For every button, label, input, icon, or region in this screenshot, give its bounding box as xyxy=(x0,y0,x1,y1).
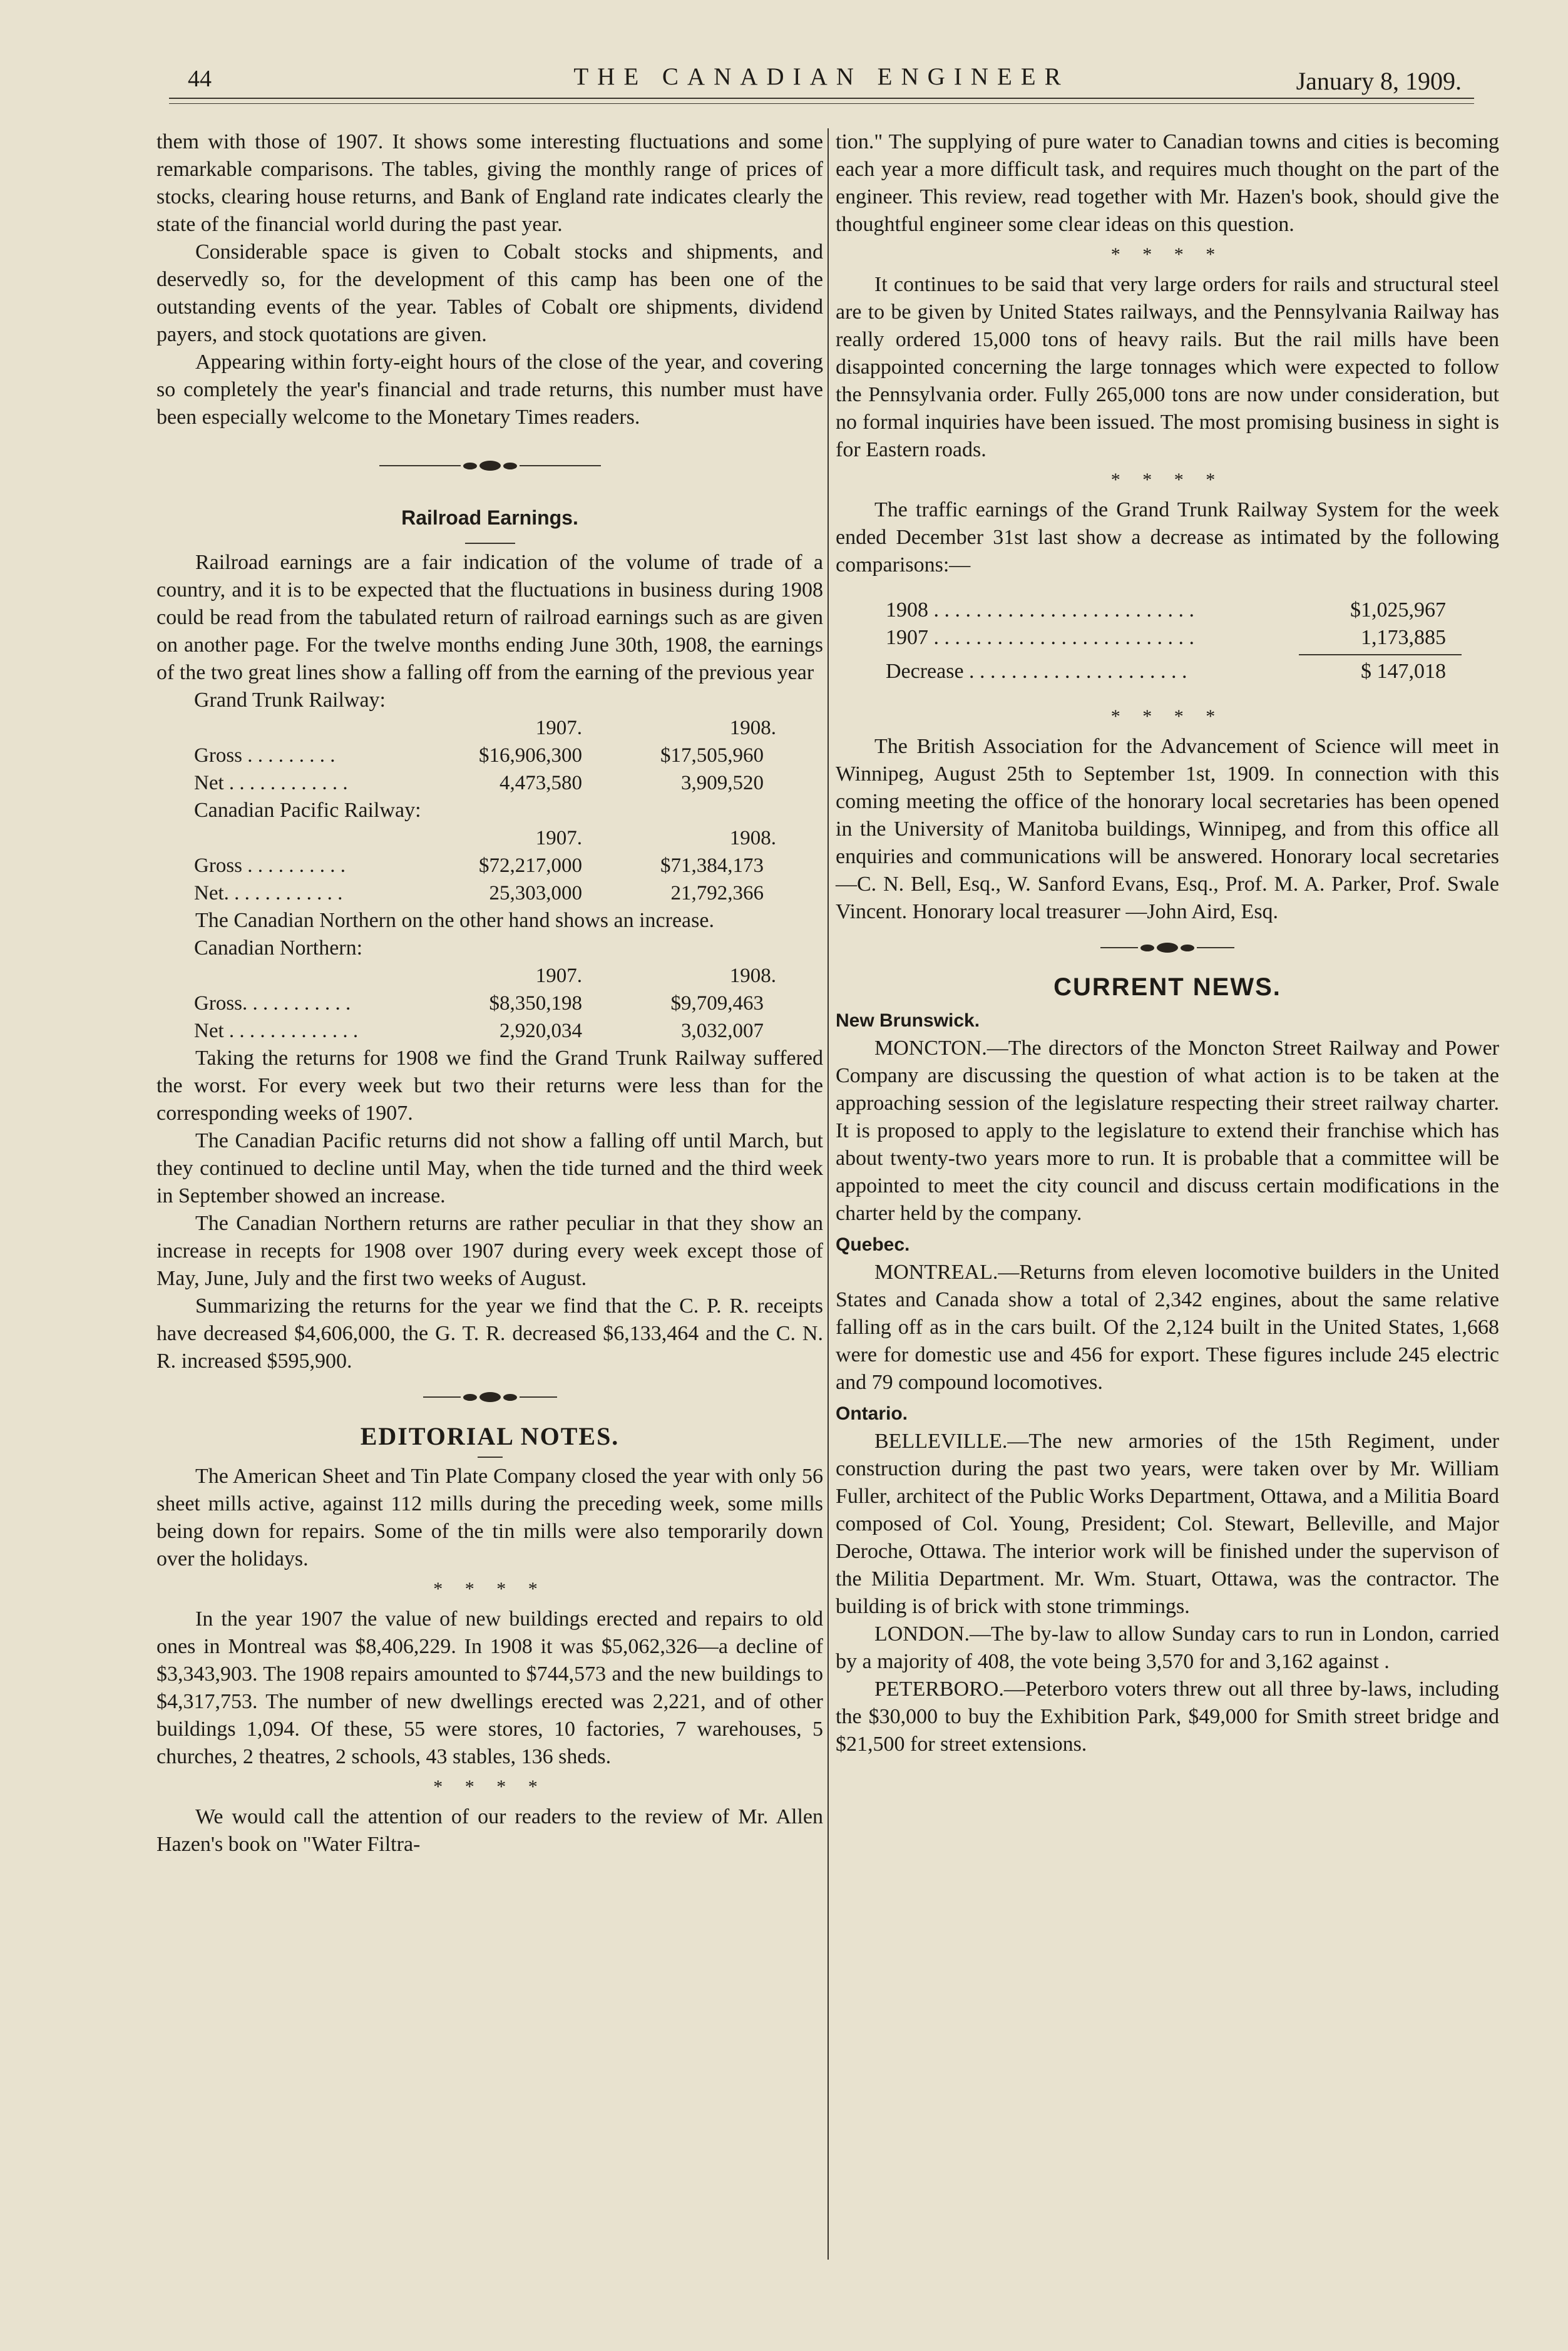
table-row xyxy=(156,769,823,797)
paragraph: We would call the attention of our readers to the review of Mr. Allen Hazen's book on "Water Filtra- xyxy=(156,1805,823,1856)
year-label: 1908. xyxy=(729,717,776,739)
table-header-row xyxy=(156,714,823,742)
paragraph: The Canadian Northern returns are rather peculiar in that they show an increase in recepts for 1908 over 1907 during every week except those of May, June, July and the first two weeks of August. xyxy=(156,1212,823,1290)
paragraph: Taking the returns for 1908 we find the Grand Trunk Railway suffered the worst. For every week but two their returns were less than for the corresponding weeks of 1907. xyxy=(156,1047,823,1125)
cell: 25,303,000 xyxy=(489,882,582,904)
row-label: Net . . . . . . . . . . . . . xyxy=(194,1020,359,1042)
year-label: 1907. xyxy=(535,965,582,987)
row-label: Net. . . . . . . . . . . . xyxy=(194,882,343,904)
right-column xyxy=(836,128,1499,1758)
table-row xyxy=(156,990,823,1017)
separator-stars: * * * * xyxy=(1110,244,1224,265)
header-rule xyxy=(169,98,1474,99)
cell: 3,032,007 xyxy=(681,1020,764,1042)
row-label: Decrease . . . . . . . . . . . . . . . . . . . . . xyxy=(886,660,1187,683)
section-ornament xyxy=(836,926,1499,970)
paragraph: It continues to be said that very large orders for rails and structural steel are to be given by United States railways, and the Pennsylvania Railway has really ordered 15,000 tons of heavy rails. But the rail mills have been disappointed concerning the large tonnages which were expected to follow the Pennsylvania order. Fully 265,000 tons are now under consideration, but no formal inquiries have been issued. The most promising business in sight is for Eastern roads. xyxy=(836,273,1499,461)
table-title: Canadian Northern: xyxy=(194,936,363,960)
heading-rule xyxy=(465,543,515,544)
cell: $72,217,000 xyxy=(479,854,582,877)
region-heading: Quebec. xyxy=(836,1234,910,1255)
cell: $ 147,018 xyxy=(1361,660,1446,683)
issue-date: January 8, 1909. xyxy=(1296,67,1462,95)
table-title: Grand Trunk Railway: xyxy=(194,689,386,712)
row-label: 1907 . . . . . . . . . . . . . . . . . . . . . . . . . xyxy=(886,626,1194,649)
column-divider xyxy=(828,128,829,2260)
header-rule-thin xyxy=(169,103,1474,104)
paragraph: Considerable space is given to Cobalt stocks and shipments, and deservedly so, for the development of this camp has been one of the outstanding events of the year. Tables of Cobalt ore shipments, dividend payers, and stock quotations are given. xyxy=(156,240,823,346)
section-ornament xyxy=(156,431,823,500)
cell: 4,473,580 xyxy=(500,772,582,794)
cell: 1,173,885 xyxy=(1361,626,1446,649)
page-number: 44 xyxy=(188,66,212,92)
paragraph: PETERBORO.—Peterboro voters threw out all three by-laws, including the $30,000 to buy the Exhibition Park, $49,000 for Smith street bridge and $21,500 for street extensions. xyxy=(836,1677,1499,1756)
table-row xyxy=(156,742,823,769)
page-header xyxy=(169,58,1474,95)
region-heading: Ontario. xyxy=(836,1403,908,1424)
comparison-row xyxy=(836,658,1499,685)
section-heading-editorial: EDITORIAL NOTES. xyxy=(360,1422,620,1450)
paragraph: MONTREAL.—Returns from eleven locomotive builders in the United States and Canada show a total of 2,342 engines, about the same relative falling off as in the cars built. Of the 2,124 built in the United States, 1,668 were for domestic use and 456 for export. These figures include 245 electric and 79 compound locomotives. xyxy=(836,1261,1499,1394)
paragraph: LONDON.—The by-law to allow Sunday cars to run in London, carried by a majority of 408, the vote being 3,570 for and 3,162 against . xyxy=(836,1622,1499,1673)
heading-rule xyxy=(478,1457,503,1458)
paragraph: them with those of 1907. It shows some interesting fluctuations and some remarkable comparisons. The tables, giving the monthly range of prices of stocks, clearing house returns, and Bank of England rate indicates clearly the state of the financial world during the past year. xyxy=(156,130,823,236)
section-ornament xyxy=(156,1375,823,1419)
cell: $17,505,960 xyxy=(660,744,764,767)
table-row xyxy=(156,852,823,879)
left-column xyxy=(156,128,823,1858)
cell: 2,920,034 xyxy=(500,1020,582,1042)
paragraph: The Canadian Pacific returns did not show a falling off until March, but they continued to decline until May, when the tide turned and the third week in September showed an increase. xyxy=(156,1129,823,1207)
separator-stars: * * * * xyxy=(1110,706,1224,727)
row-label: Gross . . . . . . . . . xyxy=(194,744,336,767)
table-row xyxy=(156,1017,823,1045)
paragraph: tion." The supplying of pure water to Canadian towns and cities is becoming each year a more difficult task, and requires much thought on the part of the engineer. This review, read together with Mr. Hazen's book, should give the thoughtful engineer some clear ideas on this question. xyxy=(836,130,1499,236)
table-row xyxy=(156,879,823,907)
cell: $1,025,967 xyxy=(1350,598,1446,622)
paragraph: MONCTON.—The directors of the Moncton Street Railway and Power Company are discussing the question of what action is to be taken at the approaching session of the legislature respecting their street railway charter. It is proposed to apply to the legislature to extend their franchise which has about twenty-two years more to run. It is probable that a committee will be appointed to meet the city council and discuss certain modifications in the charter held by the company. xyxy=(836,1037,1499,1225)
cell: $8,350,198 xyxy=(489,992,582,1015)
region-heading: New Brunswick. xyxy=(836,1010,980,1031)
paragraph: Summarizing the returns for the year we find that the C. P. R. receipts have decreased $4,606,000, the G. T. R. decreased $6,133,464 and the C. N. R. increased $595,900. xyxy=(156,1294,823,1373)
separator-stars: * * * * xyxy=(433,1776,546,1797)
year-label: 1907. xyxy=(535,717,582,739)
paragraph: The British Association for the Advancement of Science will meet in Winnipeg, August 25th to September 1st, 1909. In connection with this coming meeting the office of the honorary local secretaries has been opened in the University of Manitoba buildings, Winnipeg, and from this office all enquiries and communications will be answered. Honorary local secretaries—C. N. Bell, Esq., W. Sanford Evans, Esq., Prof. M. A. Parker, Prof. Swale Vincent. Honorary local treasurer —John Aird, Esq. xyxy=(836,735,1499,923)
cell: 21,792,366 xyxy=(670,882,764,904)
row-label: Gross . . . . . . . . . . xyxy=(194,854,346,877)
paragraph: Railroad earnings are a fair indication of the volume of trade of a country, and it is to be expected that the fluctuations in business during 1908 could be read from the tabulated return of railroad earnings such as are given on another page. For the twelve months ending June 30th, 1908, the earnings of the two great lines show a falling off from the earning of the previous year xyxy=(156,551,823,684)
table-header-row xyxy=(156,962,823,990)
row-label: Net . . . . . . . . . . . . xyxy=(194,772,348,794)
paragraph: The American Sheet and Tin Plate Company closed the year with only 56 sheet mills active, against 112 mills during the preceding week, some mills being down for repairs. Some of the tin mills were also temporarily down over the holidays. xyxy=(156,1465,823,1570)
sum-rule xyxy=(1299,654,1462,655)
cell: $71,384,173 xyxy=(660,854,764,877)
comparison-row xyxy=(836,597,1499,624)
paragraph: Appearing within forty-eight hours of the close of the year, and covering so completely the year's financial and trade returns, this number must have been especially welcome to the Monetary Times readers. xyxy=(156,351,823,429)
separator-stars: * * * * xyxy=(433,1579,546,1599)
paragraph: The Canadian Northern on the other hand shows an increase. xyxy=(195,909,714,932)
paragraph: In the year 1907 the value of new buildings erected and repairs to old ones in Montreal was $8,406,229. In 1908 it was $5,062,326—a decline of $3,343,903. The 1908 repairs amounted to $744,573 and the new buildings to $4,317,753. The number of new dwellings erected was 2,221, and of other buildings 1,094. Of these, 55 were stores, 10 factories, 7 warehouses, 5 churches, 2 theatres, 2 schools, 43 stables, 136 sheds. xyxy=(156,1607,823,1768)
cell: 3,909,520 xyxy=(681,772,764,794)
section-heading-news: CURRENT NEWS. xyxy=(1053,973,1281,1001)
comparison-row xyxy=(836,624,1499,652)
section-heading-railroad: Railroad Earnings. xyxy=(401,506,578,529)
row-label: 1908 . . . . . . . . . . . . . . . . . . . . . . . . . xyxy=(886,598,1194,622)
cell: $9,709,463 xyxy=(670,992,764,1015)
row-label: Gross. . . . . . . . . . . xyxy=(194,992,351,1015)
year-label: 1908. xyxy=(729,965,776,987)
separator-stars: * * * * xyxy=(1110,469,1224,490)
cell: $16,906,300 xyxy=(479,744,582,767)
year-label: 1908. xyxy=(729,827,776,849)
table-header-row xyxy=(156,824,823,852)
masthead: THE CANADIAN ENGINEER xyxy=(573,63,1070,90)
year-label: 1907. xyxy=(535,827,582,849)
paragraph: BELLEVILLE.—The new armories of the 15th Regiment, under construction during the past two years, were taken over by Mr. William Fuller, architect of the Public Works Department, Ottawa, and a Militia Board composed of Col. Young, President; Col. Stewart, Belleville, and Major Deroche, Ottawa. The interior work will be finished under the supervison of the Militia Department. Mr. Wm. Stuart, Ottawa, was the contractor. The building is of brick with stone trimmings. xyxy=(836,1430,1499,1618)
paragraph: The traffic earnings of the Grand Trunk Railway System for the week ended December 31st last show a decrease as intimated by the following comparisons:— xyxy=(836,498,1499,576)
table-title: Canadian Pacific Railway: xyxy=(194,799,421,822)
